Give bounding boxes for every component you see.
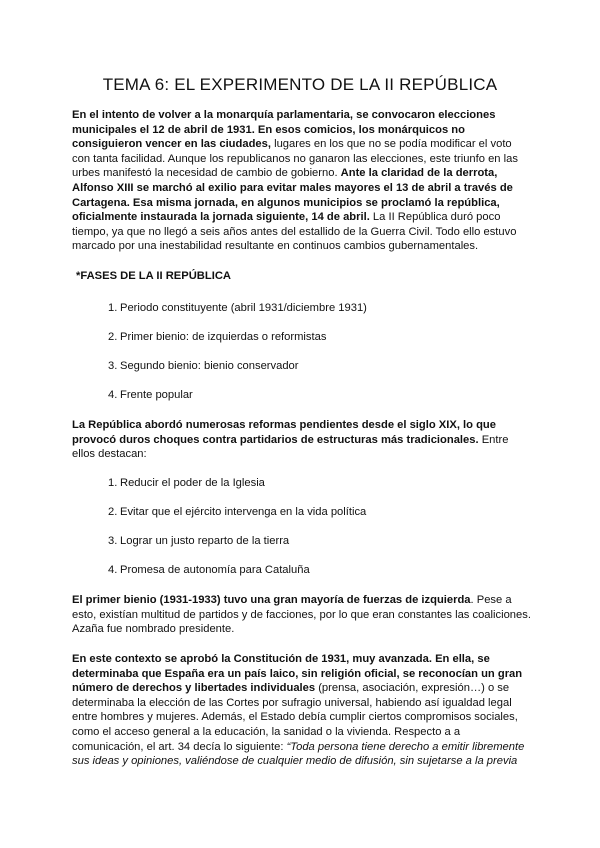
reformas-list-item (108, 535, 289, 547)
list-number: 2. (108, 331, 118, 343)
list-number: 4. (108, 564, 118, 576)
bienio-bold: El primer bienio (1931-1933) tuvo una gran mayoría de fuerzas de izquierda (72, 594, 471, 606)
bienio-paragraph (72, 593, 532, 637)
reformas-paragraph (72, 418, 532, 462)
list-text: Evitar que el ejército intervenga en la vida política (120, 506, 367, 518)
reformas-text: Entre ellos destacan: (72, 433, 509, 461)
list-number: 1. (108, 302, 118, 314)
list-text: Lograr un justo reparto de la tierra (120, 535, 290, 547)
intro-paragraph (72, 108, 532, 254)
reformas-list-item (108, 564, 310, 576)
constitucion-paragraph (72, 652, 532, 769)
reformas-list-item (108, 477, 265, 489)
list-number: 2. (108, 506, 118, 518)
fases-heading: *FASES DE LA II REPÚBLICA (76, 270, 231, 282)
constitucion-text: (prensa, asociación, expresión…) o se determinaba la elección de las Cortes por sufragio universal, habiendo así igualdad legal entre hombres y mujeres. Además, el Estado debía cumplir ciertos compromisos sociales, como el acceso general a la educación, la sanidad o la vivienda. Respecto a a comunicación, el art. 34 decía lo siguiente: (72, 682, 518, 753)
list-number: 3. (108, 360, 118, 372)
bienio-text: . Pese a esto, existían multitud de partidos y de facciones, por lo que eran constantes las coaliciones. Azaña fue nombrado presidente. (72, 594, 531, 636)
intro-text-1: lugares en los que no se podía modificar el voto con tanta facilidad. Aunque los republicanos no ganaron las elecciones, este triunfo en las urbes manifestó la necesidad de cambio de gobierno. (72, 138, 518, 180)
fases-list-item (108, 389, 193, 401)
list-text: Frente popular (120, 389, 193, 401)
fases-list-item (108, 302, 367, 314)
fases-list-item (108, 331, 326, 343)
constitucion-bold: En este contexto se aprobó la Constitución de 1931, muy avanzada. En ella, se determinaba que España era un país laico, sin religión oficial, se reconocían un gran número de derechos y libertades individuales (72, 653, 523, 695)
intro-text-2: La II República duró poco tiempo, ya que no llegó a seis años antes del estallido de la Guerra Civil. Todo ello estuvo marcado por una inestabilidad resultante en continuos cambios gubernamentales. (72, 211, 517, 253)
reformas-list-item (108, 506, 366, 518)
page-title: TEMA 6: EL EXPERIMENTO DE LA II REPÚBLICA (102, 75, 498, 94)
list-text: Primer bienio: de izquierdas o reformistas (120, 331, 327, 343)
fases-list-item (108, 360, 299, 372)
list-text: Segundo bienio: bienio conservador (120, 360, 299, 372)
list-number: 3. (108, 535, 118, 547)
reformas-bold: La República abordó numerosas reformas pendientes desde el siglo XIX, lo que provocó duros choques contra partidarios de estructuras más tradicionales. (72, 419, 496, 446)
intro-bold-2: Ante la claridad de la derrota, Alfonso XIII se marchó al exilio para evitar males mayores el 13 de abril a través de Cartagena. Esa misma jornada, en algunos municipios se proclamó la república, oficialmente instaurada la jornada siguiente, 14 de abril. (72, 167, 513, 224)
constitucion-quote: “Toda persona tiene derecho a emitir libremente sus ideas y opiniones, valiéndose de cualquier medio de difusión, sin sujetarse a la previa (72, 740, 525, 768)
list-text: Periodo constituyente (abril 1931/diciembre 1931) (120, 302, 367, 314)
list-number: 1. (108, 477, 118, 489)
intro-bold-1: En el intento de volver a la monarquía parlamentaria, se convocaron elecciones municipales el 12 de abril de 1931. En esos comicios, los monárquicos no consiguieron vencer en las ciudades, (72, 109, 496, 151)
list-text: Promesa de autonomía para Cataluña (120, 564, 310, 576)
list-text: Reducir el poder de la Iglesia (120, 477, 265, 489)
list-number: 4. (108, 389, 118, 401)
